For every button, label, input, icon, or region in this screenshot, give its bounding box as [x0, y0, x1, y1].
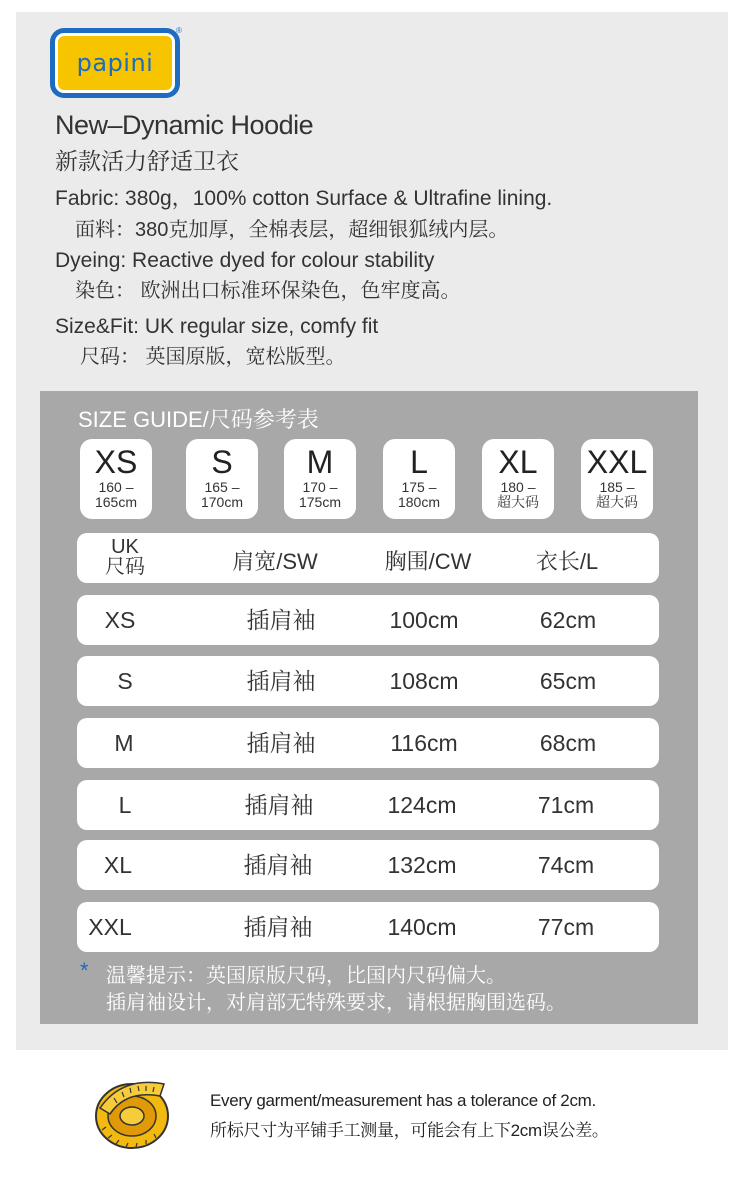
- size-card-label: L: [410, 444, 428, 480]
- size-card-s: [186, 439, 258, 519]
- row-chest: 100cm: [389, 607, 459, 633]
- row-length: 62cm: [539, 607, 597, 633]
- row-chest: 108cm: [389, 668, 459, 694]
- registered-mark: ®: [176, 26, 182, 35]
- size-note-line1: 温馨提示：英国原版尺码，比国内尺码偏大。: [106, 965, 506, 987]
- size-card-label: XXL: [586, 444, 648, 480]
- measuring-tape-icon: [92, 1070, 172, 1156]
- table-row: [77, 840, 659, 890]
- row-length: 65cm: [539, 668, 597, 694]
- row-length: 77cm: [537, 914, 595, 940]
- table-row: [77, 902, 659, 952]
- row-size: M: [114, 730, 134, 756]
- fit-spec-cn: 尺码： 英国原版，宽松版型。: [80, 346, 346, 368]
- size-card-xs: [80, 439, 152, 519]
- header-chest-width: 胸围/CW: [384, 549, 472, 574]
- tolerance-note-cn: 所标尺寸为平铺手工测量，可能会有上下2cm误公差。: [210, 1121, 609, 1140]
- size-card-label: XS: [94, 444, 138, 480]
- size-card-height: 185 – 超大码: [596, 479, 638, 510]
- size-card-height: 160 – 165cm: [94, 479, 138, 510]
- size-guide-title: SIZE GUIDE/尺码参考表: [78, 407, 319, 432]
- fabric-spec-cn: 面料：380克加厚，全棉表层，超细银狐绒内层。: [75, 219, 509, 241]
- row-size: XXL: [88, 914, 132, 940]
- row-shoulder: 插肩袖: [243, 914, 313, 940]
- product-title-cn: 新款活力舒适卫衣: [55, 148, 239, 174]
- row-length: 68cm: [539, 730, 597, 756]
- row-chest: 116cm: [390, 730, 458, 756]
- dyeing-spec-en: Dyeing: Reactive dyed for colour stability: [55, 249, 435, 272]
- fit-spec-en: Size&Fit: UK regular size, comfy fit: [55, 315, 379, 338]
- table-row: [77, 718, 659, 768]
- row-shoulder: 插肩袖: [246, 668, 316, 694]
- size-card-height: 165 – 170cm: [200, 479, 244, 510]
- papini-logo: [50, 28, 180, 98]
- note-star-icon: *: [80, 958, 89, 983]
- tolerance-note-en: Every garment/measurement has a tolerance of 2cm.: [210, 1091, 596, 1110]
- row-shoulder: 插肩袖: [244, 792, 314, 818]
- table-row: [77, 656, 659, 706]
- row-chest: 124cm: [387, 792, 457, 818]
- logo-text: papini: [76, 49, 154, 77]
- table-row: [77, 780, 659, 830]
- size-card-height: 170 – 175cm: [298, 479, 342, 510]
- fabric-spec-en: Fabric: 380g，100% cotton Surface & Ultrafine lining.: [55, 187, 553, 210]
- size-card-xl: [482, 439, 554, 519]
- row-length: 74cm: [537, 852, 595, 878]
- dyeing-spec-cn: 染色： 欧洲出口标准环保染色，色牢度高。: [75, 280, 461, 302]
- size-card-label: M: [306, 444, 334, 480]
- size-card-height: 175 – 180cm: [397, 479, 441, 510]
- header-length: 衣长/L: [535, 549, 599, 574]
- row-shoulder: 插肩袖: [246, 730, 316, 756]
- size-note-line2: 插肩袖设计，对肩部无特殊要求，请根据胸围选码。: [106, 992, 566, 1014]
- size-card-m: [284, 439, 356, 519]
- row-size: L: [118, 792, 132, 818]
- header-shoulder-width: 肩宽/SW: [232, 549, 318, 574]
- size-card-xxl: [581, 439, 653, 519]
- row-size: XL: [103, 852, 133, 878]
- product-title-en: New–Dynamic Hoodie: [55, 110, 314, 140]
- table-row: [77, 595, 659, 645]
- header-uk-size: UK 尺码: [105, 536, 145, 578]
- row-chest: 140cm: [387, 914, 457, 940]
- row-length: 71cm: [537, 792, 595, 818]
- row-size: S: [117, 668, 133, 694]
- row-size: XS: [104, 607, 136, 633]
- row-shoulder: 插肩袖: [243, 852, 313, 878]
- size-card-label: S: [211, 444, 233, 480]
- size-card-height: 180 – 超大码: [497, 479, 539, 510]
- size-card-label: XL: [498, 444, 538, 480]
- row-shoulder: 插肩袖: [246, 607, 316, 633]
- size-card-l: [383, 439, 455, 519]
- row-chest: 132cm: [387, 852, 457, 878]
